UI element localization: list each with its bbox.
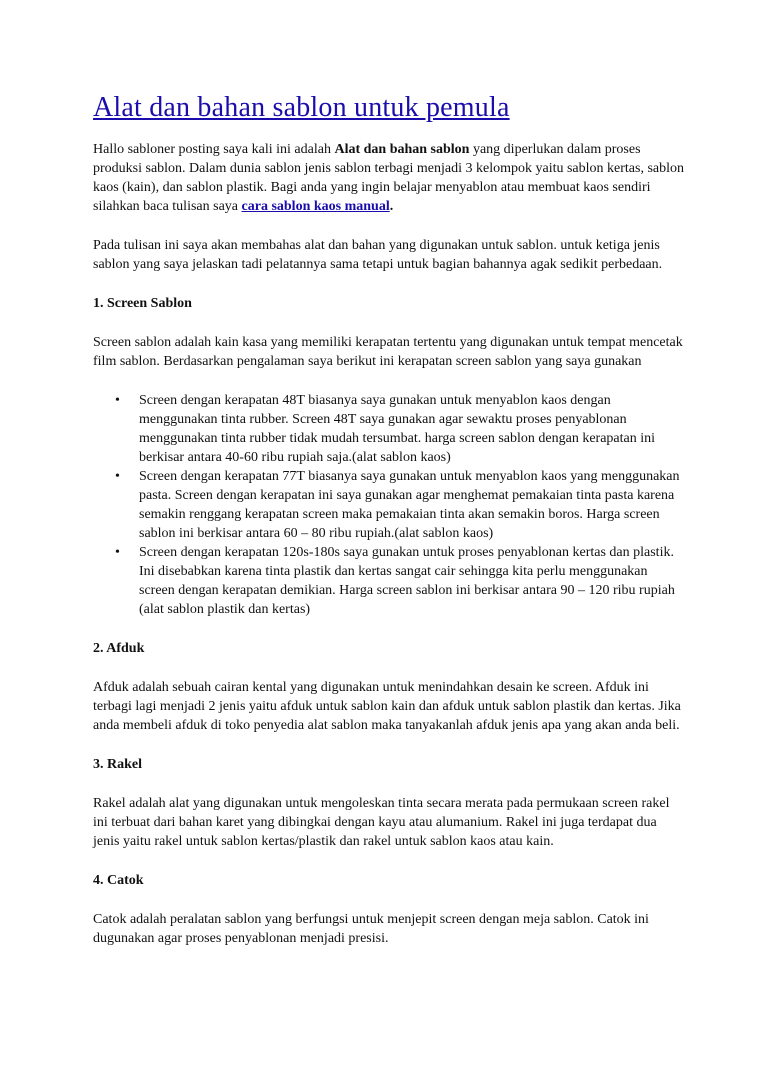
intro-text-a: Hallo sabloner posting saya kali ini adalah	[93, 142, 335, 157]
intro-paragraph-1	[93, 140, 685, 216]
intro-period: .	[389, 199, 394, 214]
list-item	[115, 467, 685, 543]
intro-paragraph-2: Pada tulisan ini saya akan membahas alat dan bahan yang digunakan untuk sablon. untuk ketiga jenis sablon yang saya jelaskan tadi pelatannya sama tetapi untuk bagian bahannya agak sedikit perbedaan.	[93, 238, 663, 272]
list-item-text: Screen dengan kerapatan 48T biasanya saya gunakan untuk menyablon kaos dengan menggunakan tinta rubber. Screen 48T saya gunakan agar sewaktu proses penyablonan menggunakan tinta rubber tidak mudah tersumbat. harga screen sablon dengan kerapatan ini berkisar antara 40-60 ribu rupiah saja.(alat sablon kaos)	[139, 393, 656, 465]
cara-sablon-link[interactable]: cara sablon kaos manual	[241, 199, 390, 214]
bullet-icon: •	[115, 469, 120, 484]
list-item	[115, 391, 685, 467]
section-heading-screen: 1. Screen Sablon	[93, 296, 192, 311]
bullet-icon: •	[115, 545, 120, 560]
section-body-catok: Catok adalah peralatan sablon yang berfungsi untuk menjepit screen dengan meja sablon. Catok ini dugunakan agar proses penyablonan menjadi presisi.	[93, 912, 649, 946]
section-body-screen: Screen sablon adalah kain kasa yang memiliki kerapatan tertentu yang digunakan untuk tempat mencetak film sablon. Berdasarkan pengalaman saya berikut ini kerapatan screen sablon yang saya gunakan	[93, 335, 683, 369]
section-heading-afduk: 2. Afduk	[93, 641, 145, 656]
list-item-text: Screen dengan kerapatan 120s-180s saya gunakan untuk proses penyablonan kertas dan plastik. Ini disebabkan karena tinta plastik dan kertas sangat cair sehingga kita perlu menggunakan screen dengan kerapatan demikian. Harga screen sablon ini berkisar antara 90 – 120 ribu rupiah (alat sablon plastik dan kertas)	[139, 545, 675, 617]
section-body-afduk: Afduk adalah sebuah cairan kental yang digunakan untuk menindahkan desain ke screen. Afduk ini terbagi lagi menjadi 2 jenis yaitu afduk untuk sablon kain dan afduk untuk sablon plastik dan kertas. Jika anda membeli afduk di toko penyedia alat sablon maka tanyakanlah afduk jenis apa yang akan anda beli.	[93, 680, 681, 733]
section-heading-rakel: 3. Rakel	[93, 757, 142, 772]
list-item-text: Screen dengan kerapatan 77T biasanya saya gunakan untuk menyablon kaos yang menggunakan pasta. Screen dengan kerapatan ini saya gunakan agar menghemat pemakaian tinta pasta karena semakin renggang kerapatan screen maka pemakaian tinta akan semakin boros. Harga screen sablon ini berkisar antara 60 – 80 ribu rupiah.(alat sablon kaos)	[139, 469, 680, 541]
bullet-icon: •	[115, 393, 120, 408]
screen-bullet-list	[93, 391, 685, 619]
list-item	[115, 543, 685, 619]
page-title: Alat dan bahan sablon untuk pemula	[93, 92, 510, 123]
article-body	[93, 92, 685, 968]
section-heading-catok: 4. Catok	[93, 873, 144, 888]
intro-text-b: yang diperlukan dalam proses produksi sablon. Dalam dunia sablon jenis sablon terbagi menjadi 3 kelompok yaitu sablon kertas, sablon kaos (kain), dan sablon plastik. Bagi anda yang ingin belajar menyablon atau membuat kaos sendiri silahkan baca tulisan saya	[93, 142, 685, 214]
intro-bold-keyword: Alat dan bahan sablon	[334, 142, 470, 157]
section-body-rakel: Rakel adalah alat yang digunakan untuk mengoleskan tinta secara merata pada permukaan screen rakel ini terbuat dari bahan karet yang dibingkai dengan kayu atau alumanium. Rakel ini juga terdapat dua jenis yaitu rakel untuk sablon kertas/plastik dan rakel untuk sablon kaos atau kain.	[93, 796, 670, 849]
